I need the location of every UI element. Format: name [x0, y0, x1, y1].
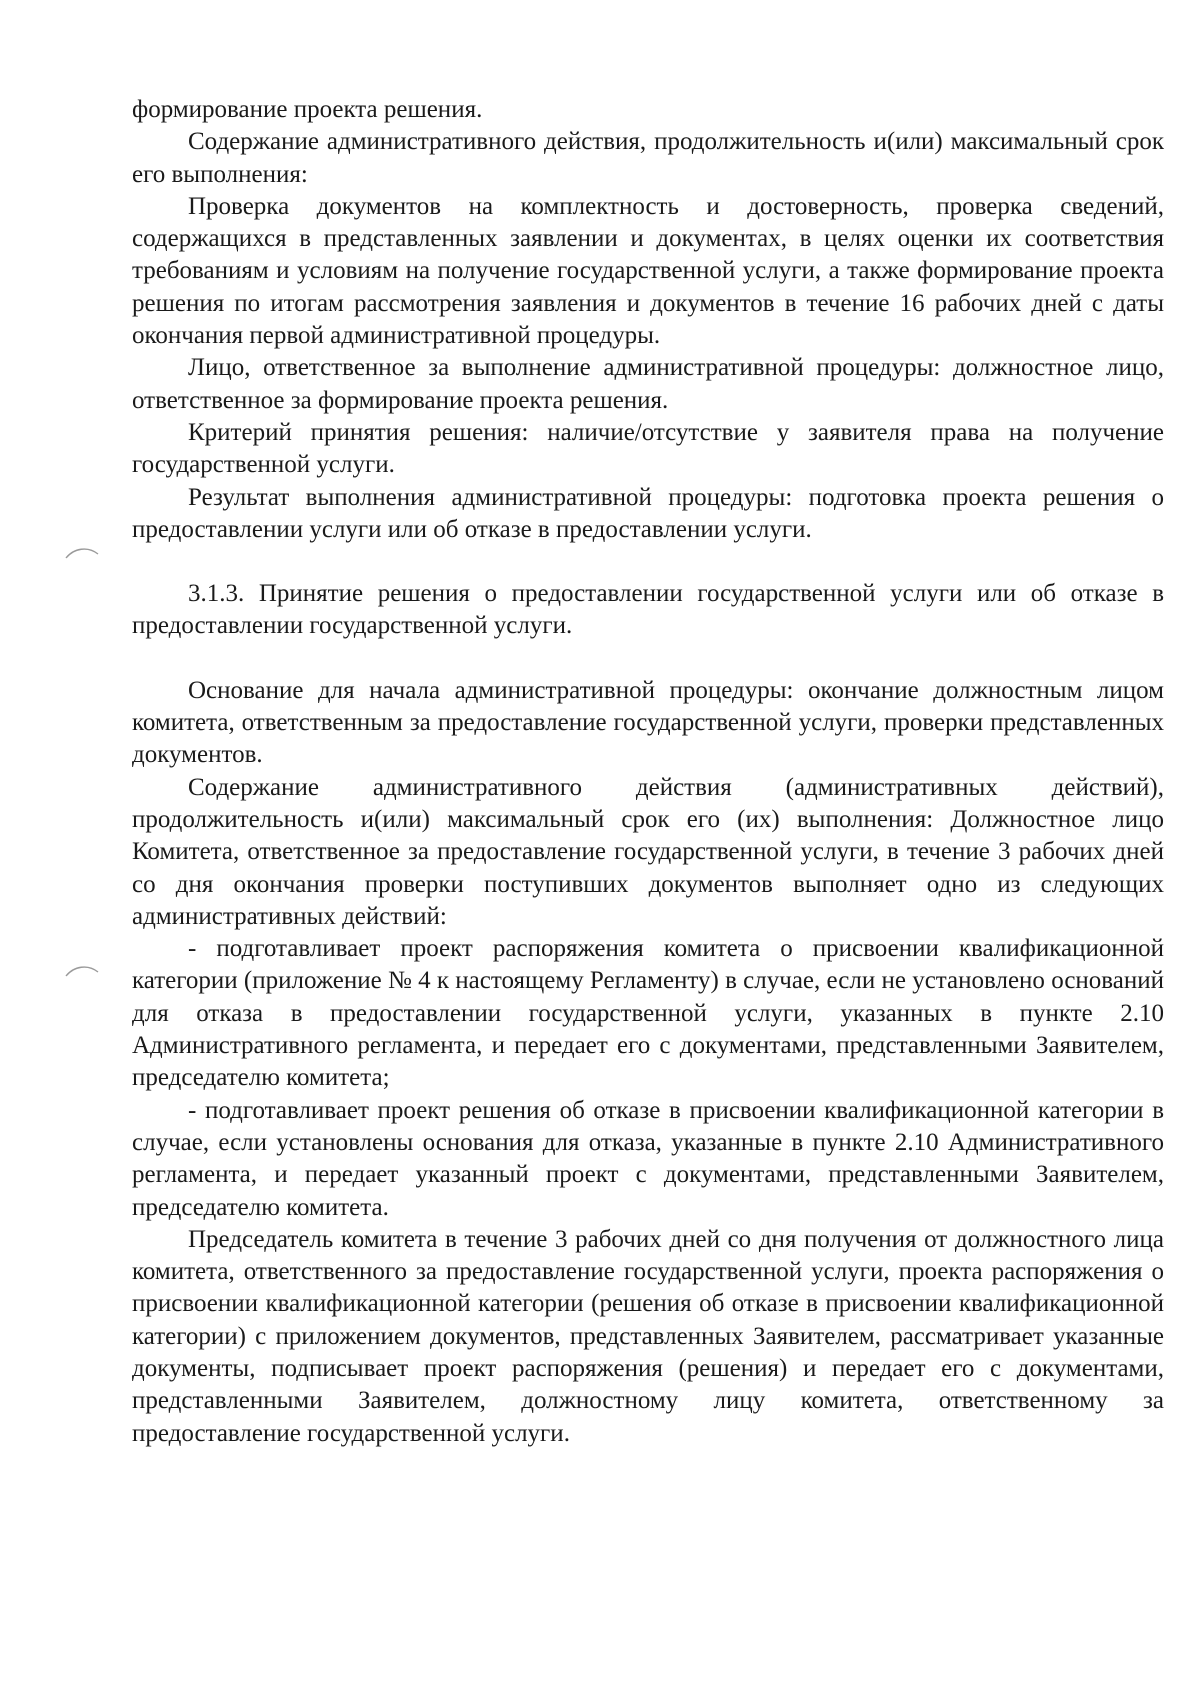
list-item-refusal-draft: - подготавливает проект решения об отказе в присвоении квалификационной категории в случае, если установлены основания для отказа, указанные в пункте 2.10 Административного регламента, и передает указанный проект с документами, представленными Заявителем, председателю комитета. [132, 1096, 1164, 1221]
document-body [132, 94, 1164, 1450]
paragraph-procedure-basis: Основание для начала административной процедуры: окончание должностным лицом комитета, ответственным за предоставление государственной услуги, проверки представленных документов. [132, 676, 1164, 769]
paragraph-action-content: Содержание административного действия (административных действий), продолжительность и(или) максимальный срок его (их) выполнения: Должностное лицо Комитета, ответственное за предоставление государственной услуги, в течение 3 рабочих дней со дня окончания проверки поступивших документов выполняет одно из следующих административных действий: [132, 773, 1164, 930]
margin-arc-mark [64, 546, 100, 560]
paragraph-action-content-heading: Содержание административного действия, продолжительность и(или) максимальный срок его выполнения: [132, 128, 1164, 188]
paragraph-chairman-review: Председатель комитета в течение 3 рабочих дней со дня получения от должностного лица комитета, ответственного за предоставление государственной услуги, проекта распоряжения о присвоении квалификационной категории (решения об отказе в присвоении квалификационной категории) с приложением документов, представленных Заявителем, рассматривает указанные документы, подписывает проект распоряжения (решения) и передает его с документами, представленными Заявителем, должностному лицу комитета, ответственному за предоставление государственной услуги. [132, 1225, 1164, 1447]
paragraph-responsible-person: Лицо, ответственное за выполнение административной процедуры: должностное лицо, ответственное за формирование проекта решения. [132, 354, 1164, 414]
blank-line [132, 546, 1164, 578]
paragraph-continuation: формирование проекта решения. [132, 96, 483, 123]
paragraph-procedure-result: Результат выполнения административной процедуры: подготовка проекта решения о предоставлении услуги или об отказе в предоставлении услуги. [132, 483, 1164, 543]
paragraph-decision-criterion: Критерий принятия решения: наличие/отсутствие у заявителя права на получение государственной услуги. [132, 418, 1164, 479]
paragraph-document-check: Проверка документов на комплектность и достоверность, проверка сведений, содержащихся в представленных заявлении и документах, в целях оценки их соответствия требованиям и условиям на получение государственной услуги, а также формирование проекта решения по итогам рассмотрения заявления и документов в течение 16 рабочих дней с даты окончания первой административной процедуры. [132, 192, 1164, 350]
list-item-approval-draft: - подготавливает проект распоряжения комитета о присвоении квалификационной категории (приложение № 4 к настоящему Регламенту) в случае, если не установлено оснований для отказа в предоставлении государственной услуги, указанных в пункте 2.10 Административного регламента, и передает его с документами, представленными Заявителем, председателю комитета; [132, 935, 1164, 1092]
margin-arc-mark [64, 964, 100, 978]
section-heading-3-1-3: 3.1.3. Принятие решения о предоставлении государственной услуги или об отказе в предоставлении государственной услуги. [132, 580, 1164, 640]
blank-line [132, 643, 1164, 675]
